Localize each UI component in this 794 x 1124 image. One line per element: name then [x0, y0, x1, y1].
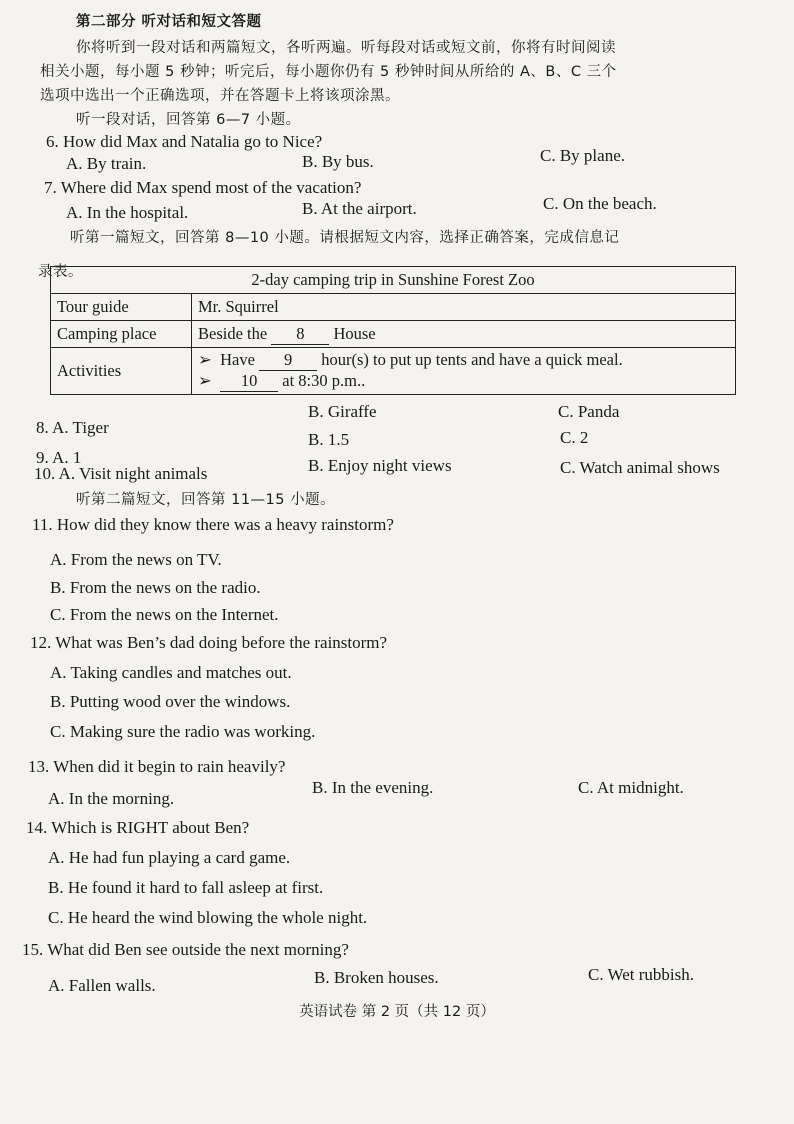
- activity-line-2: [198, 371, 729, 392]
- table-value-activities: [192, 348, 736, 395]
- table-value-camping-place: [192, 321, 736, 348]
- question-13: 13. When did it begin to rain heavily?: [28, 757, 286, 776]
- question-8-option-b: B. Giraffe: [308, 402, 377, 421]
- activity-1-suffix: hour(s) to put up tents and have a quick meal.: [321, 350, 623, 369]
- question-6-option-a: A. By train.: [66, 154, 147, 173]
- section-intro-line-3: 选项中选出一个正确选项，并在答题卡上将该项涂黑。: [40, 88, 400, 104]
- passage1-instruction-line-1: 听第一篇短文，回答第 8—10 小题。请根据短文内容，选择正确答案，完成信息记: [70, 230, 620, 246]
- table-label-tour-guide: Tour guide: [51, 294, 192, 321]
- question-7-option-a: A. In the hospital.: [66, 203, 189, 222]
- question-14-option-b: B. He found it hard to fall asleep at first.: [48, 878, 324, 897]
- arrow-bullet-icon: ➢: [198, 350, 212, 369]
- question-14: 14. Which is RIGHT about Ben?: [26, 818, 250, 837]
- passage1-instruction-line-2: 录表。: [38, 264, 83, 280]
- question-7-option-b: B. At the airport.: [302, 199, 417, 218]
- blank-8: 8: [271, 324, 329, 345]
- question-7-option-c: C. On the beach.: [543, 194, 657, 213]
- question-11: 11. How did they know there was a heavy rainstorm?: [32, 515, 394, 534]
- activity-line-1: [198, 350, 729, 371]
- question-14-option-a: A. He had fun playing a card game.: [48, 848, 291, 867]
- camping-trip-table: [50, 266, 736, 395]
- question-15-option-a: A. Fallen walls.: [48, 976, 156, 995]
- question-8-option-c: C. Panda: [558, 402, 620, 421]
- table-title: 2-day camping trip in Sunshine Forest Zoo: [51, 267, 736, 294]
- question-12-option-b: B. Putting wood over the windows.: [50, 692, 291, 711]
- table-label-camping-place: Camping place: [51, 321, 192, 348]
- page-footer: 英语试卷 第 2 页（共 12 页）: [299, 1004, 495, 1020]
- question-6: 6. How did Max and Natalia go to Nice?: [46, 132, 323, 151]
- question-14-option-c: C. He heard the wind blowing the whole night.: [48, 908, 368, 927]
- question-13-option-b: B. In the evening.: [312, 778, 434, 797]
- question-10-option-b: B. Enjoy night views: [308, 456, 452, 475]
- activity-1-prefix: Have: [220, 350, 255, 369]
- question-6-option-c: C. By plane.: [540, 146, 625, 165]
- question-15: 15. What did Ben see outside the next morning?: [22, 940, 349, 959]
- question-6-option-b: B. By bus.: [302, 152, 374, 171]
- question-10-option-c: C. Watch animal shows: [560, 458, 720, 477]
- table-label-activities: Activities: [51, 348, 192, 395]
- question-9-option-c: C. 2: [560, 428, 589, 447]
- question-12-option-a: A. Taking candles and matches out.: [50, 663, 292, 682]
- question-11-option-b: B. From the news on the radio.: [50, 578, 261, 597]
- question-11-option-c: C. From the news on the Internet.: [50, 605, 279, 624]
- question-12: 12. What was Ben’s dad doing before the rainstorm?: [30, 633, 388, 652]
- section-intro-line-1: 你将听到一段对话和两篇短文，各听两遍。听每段对话或短文前，你将有时间阅读: [76, 40, 616, 56]
- question-15-option-b: B. Broken houses.: [314, 968, 439, 987]
- passage2-instruction: 听第二篇短文，回答第 11—15 小题。: [76, 492, 336, 508]
- section-title: 第二部分 听对话和短文答题: [76, 14, 262, 30]
- question-9-option-b: B. 1.5: [308, 430, 350, 449]
- question-11-option-a: A. From the news on TV.: [50, 550, 222, 569]
- arrow-bullet-icon: ➢: [198, 371, 212, 390]
- blank-9: 9: [259, 350, 317, 371]
- camping-place-prefix: Beside the: [198, 323, 268, 343]
- activity-2-suffix: at 8:30 p.m..: [282, 371, 366, 390]
- question-13-option-a: A. In the morning.: [48, 789, 175, 808]
- blank-10: 10: [220, 371, 278, 392]
- question-8-option-a: 8. A. Tiger: [36, 418, 109, 437]
- question-9-option-a: 9. A. 1: [36, 448, 82, 467]
- table-value-tour-guide: Mr. Squirrel: [192, 294, 736, 321]
- camping-place-suffix: House: [333, 323, 376, 343]
- question-7: 7. Where did Max spend most of the vacation?: [44, 178, 362, 197]
- section-intro-line-2: 相关小题，每小题 5 秒钟；听完后，每小题你仍有 5 秒钟时间从所给的 A、B、C 三个: [40, 64, 617, 80]
- question-15-option-c: C. Wet rubbish.: [588, 965, 694, 984]
- dialog-instruction: 听一段对话，回答第 6—7 小题。: [76, 112, 301, 128]
- question-13-option-c: C. At midnight.: [578, 778, 684, 797]
- question-12-option-c: C. Making sure the radio was working.: [50, 722, 316, 741]
- question-10-option-a: 10. A. Visit night animals: [34, 464, 208, 483]
